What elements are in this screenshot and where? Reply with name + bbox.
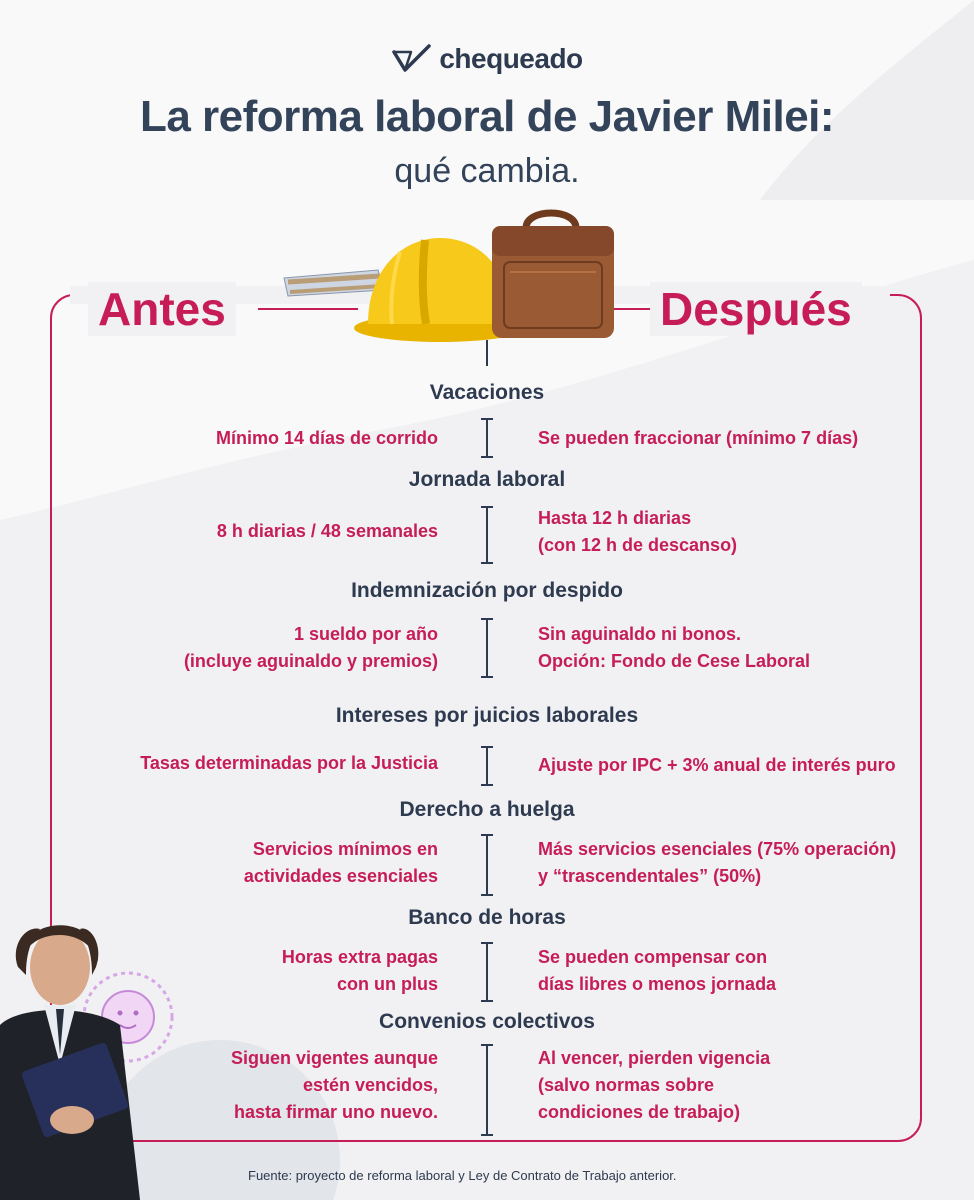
after-line: (con 12 h de descanso): [538, 535, 738, 555]
briefcase-icon: [492, 213, 614, 338]
before-convenios: [231, 1045, 438, 1126]
after-line: Ajuste por IPC + 3% anual de interés puro: [538, 755, 896, 775]
before-line: Tasas determinadas por la Justicia: [140, 753, 438, 773]
portrait-photo: [0, 905, 220, 1200]
before-huelga: [244, 836, 438, 890]
before-intereses: [140, 750, 438, 777]
before-line: Horas extra pagas: [281, 947, 438, 967]
after-line: (salvo normas sobre: [538, 1075, 715, 1095]
after-line: Se pueden fraccionar (mínimo 7 días): [538, 428, 859, 448]
after-line: Opción: Fondo de Cese Laboral: [538, 651, 811, 671]
brand-name: chequeado: [439, 43, 583, 74]
before-line: 8 h diarias / 48 semanales: [216, 521, 438, 541]
source-footer: Fuente: proyecto de reforma laboral y Ley de Contrato de Trabajo anterior.: [248, 1168, 677, 1183]
divider-indemnizacion: [486, 618, 488, 678]
after-line: Se pueden compensar con: [538, 947, 768, 967]
section-title-intereses: Intereses por juicios laborales: [335, 704, 639, 727]
page-title: La reforma laboral de Javier Milei:: [139, 92, 835, 141]
section-title-banco: Banco de horas: [408, 906, 566, 929]
after-line: y “trascendentales” (50%): [538, 866, 762, 886]
after-line: condiciones de trabajo): [538, 1102, 741, 1122]
divider-vacaciones: [486, 418, 488, 458]
divider-jornada: [486, 506, 488, 564]
divider-intereses: [486, 746, 488, 786]
brand-logo: [0, 42, 974, 76]
before-line: (incluye aguinaldo y premios): [183, 651, 438, 671]
after-line: Al vencer, pierden vigencia: [538, 1048, 771, 1068]
before-banco: [282, 944, 438, 998]
after-jornada: [538, 505, 737, 559]
after-banco: [538, 944, 776, 998]
before-line: Servicios mínimos en: [252, 839, 438, 859]
before-line: Siguen vigentes aunque: [230, 1048, 438, 1068]
divider-convenios: [486, 1044, 488, 1136]
gloves-icon: [284, 270, 384, 296]
before-line: 1 sueldo por año: [293, 624, 438, 644]
before-line: con un plus: [337, 974, 438, 994]
before-jornada: [217, 518, 438, 545]
work-illustration: [280, 200, 630, 350]
divider-banco: [486, 942, 488, 1002]
section-title-huelga: Derecho a huelga: [399, 798, 575, 821]
page-subtitle: qué cambia.: [394, 152, 580, 190]
after-intereses: [538, 752, 896, 779]
divider-huelga: [486, 834, 488, 896]
after-indemnizacion: [538, 621, 810, 675]
before-line: actividades esenciales: [243, 866, 438, 886]
section-title-vacaciones: Vacaciones: [429, 381, 545, 404]
column-header-after: Después: [650, 282, 862, 336]
after-huelga: [538, 836, 896, 890]
after-line: Sin aguinaldo ni bonos.: [538, 624, 741, 644]
before-line: estén vencidos,: [302, 1075, 438, 1095]
after-line: días libres o menos jornada: [538, 974, 777, 994]
after-convenios: [538, 1045, 770, 1126]
before-line: hasta firmar uno nuevo.: [233, 1102, 438, 1122]
before-indemnizacion: [184, 621, 438, 675]
after-line: Hasta 12 h diarias: [538, 508, 692, 528]
chequeado-logo-icon: [391, 42, 433, 76]
after-vacaciones: [538, 425, 858, 452]
before-line: Mínimo 14 días de corrido: [215, 428, 438, 448]
after-line: Más servicios esenciales (75% operación): [538, 839, 897, 859]
section-title-convenios: Convenios colectivos: [379, 1010, 595, 1033]
header-connector: [486, 340, 488, 366]
before-vacaciones: [216, 425, 438, 452]
section-title-indemnizacion: Indemnización por despido: [351, 579, 623, 602]
section-title-jornada: Jornada laboral: [408, 468, 566, 491]
column-header-before: Antes: [88, 282, 236, 336]
